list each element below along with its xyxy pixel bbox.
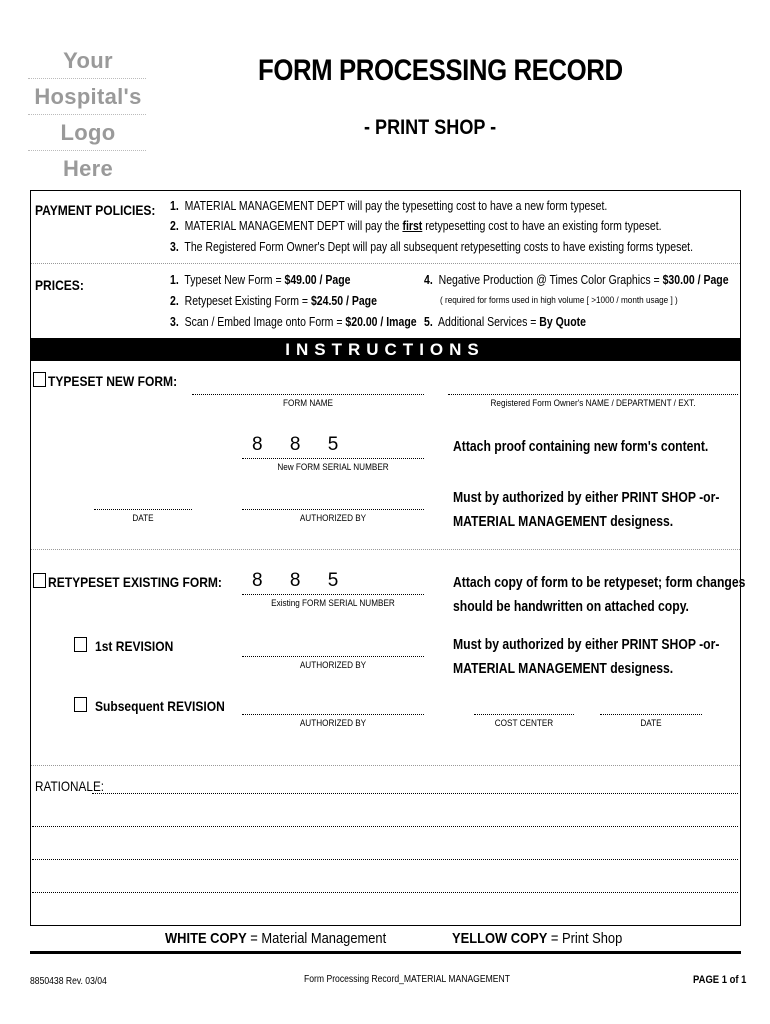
retypeset-note-designess: MATERIAL MANAGEMENT designess.	[453, 661, 674, 677]
price-item-number: 3.	[170, 315, 179, 329]
cost-center-caption: COST CENTER	[494, 718, 554, 729]
retypeset-existing-form-label: RETYPESET EXISTING FORM:	[48, 574, 222, 590]
existing-serial-number-field[interactable]	[242, 594, 424, 595]
typeset-date-caption: DATE	[132, 513, 154, 524]
retypeset-note-authorized: Must by authorized by either PRINT SHOP -or-	[453, 637, 720, 653]
retypeset-existing-form-checkbox[interactable]	[33, 573, 46, 588]
payment-item	[170, 240, 693, 254]
payment-item-number: 2.	[170, 219, 179, 233]
page-title: FORM PROCESSING RECORD	[258, 54, 623, 87]
rationale-line-4[interactable]	[32, 892, 738, 893]
price-item	[424, 273, 729, 287]
payment-item-text: The Registered Form Owner's Dept will pay all subsequent retypesetting costs to have existing forms typeset.	[184, 240, 694, 254]
form-code: 8850438 Rev. 03/04	[30, 976, 107, 987]
page-number: PAGE 1 of 1	[693, 974, 747, 986]
price-item-text: Scan / Embed Image onto Form =	[184, 315, 346, 329]
price-item	[170, 294, 377, 308]
payment-item-text: MATERIAL MANAGEMENT DEPT will pay the typesetting cost to have a new form typeset.	[184, 199, 608, 213]
first-revision-label: 1st REVISION	[95, 638, 174, 654]
rationale-line-2[interactable]	[32, 826, 738, 827]
payment-item	[170, 199, 607, 213]
rationale-line-3[interactable]	[32, 859, 738, 860]
typeset-new-form-label: TYPESET NEW FORM:	[48, 373, 178, 389]
first-revision-checkbox[interactable]	[74, 637, 87, 652]
cost-center-field[interactable]	[474, 714, 574, 715]
price-item-value: By Quote	[539, 315, 586, 329]
new-serial-number-value: 8 8 5	[252, 434, 350, 455]
existing-serial-number-value: 8 8 5	[252, 570, 350, 591]
price-item-text: Typeset New Form =	[184, 273, 285, 287]
form-name-field[interactable]	[192, 394, 424, 395]
payment-item-text: retypesetting cost to have an existing form typeset.	[422, 219, 662, 233]
yellow-copy-note	[452, 930, 622, 947]
price-item-value: $24.50 / Page	[310, 294, 377, 308]
typeset-authorized-caption: AUTHORIZED BY	[299, 513, 367, 524]
white-copy-note	[165, 930, 386, 947]
yellow-copy-label: YELLOW COPY	[452, 930, 548, 947]
price-item-number: 2.	[170, 294, 179, 308]
price-item-number: 1.	[170, 273, 179, 287]
form-owner-caption: Registered Form Owner's NAME / DEPARTMENT / EXT.	[490, 398, 696, 409]
existing-serial-number-caption: Existing FORM SERIAL NUMBER	[271, 598, 395, 609]
rationale-line-1[interactable]	[92, 793, 738, 794]
retypeset-note-handwritten: should be handwritten on attached copy.	[453, 599, 689, 615]
price-note: ( required for forms used in high volume [ >1000 / month usage ] )	[440, 295, 678, 306]
price-item-value: $20.00 / Image	[345, 315, 417, 329]
form-name-caption: FORM NAME	[283, 398, 333, 409]
retypeset-date-field[interactable]	[600, 714, 702, 715]
price-item	[170, 273, 350, 287]
payment-item	[170, 219, 662, 233]
subsequent-revision-label: Subsequent REVISION	[95, 698, 225, 714]
price-item	[170, 315, 417, 329]
payment-item-number: 1.	[170, 199, 179, 213]
logo-line: Here	[62, 156, 114, 181]
typeset-note-designess: MATERIAL MANAGEMENT designess.	[453, 514, 674, 530]
prices-label: PRICES:	[35, 277, 84, 293]
subsequent-revision-authorized-caption: AUTHORIZED BY	[299, 718, 367, 729]
payment-item-text: MATERIAL MANAGEMENT DEPT will pay the	[184, 219, 403, 233]
rationale-label: RATIONALE:	[35, 778, 105, 794]
subsequent-revision-checkbox[interactable]	[74, 697, 87, 712]
payment-item-number: 3.	[170, 240, 179, 254]
page-subtitle: - PRINT SHOP -	[364, 116, 497, 139]
instructions-bar	[30, 338, 740, 361]
white-copy-label: WHITE COPY	[165, 930, 247, 947]
instructions-label: INSTRUCTIONS	[285, 340, 485, 359]
price-item-value: $49.00 / Page	[284, 273, 351, 287]
price-item-number: 4.	[424, 273, 433, 287]
price-item-text: Retypeset Existing Form =	[184, 294, 311, 308]
logo-line: Logo	[60, 120, 116, 145]
price-item	[424, 315, 586, 329]
payment-policies-label: PAYMENT POLICIES:	[35, 202, 156, 218]
price-item-text: Negative Production @ Times Color Graphics =	[438, 273, 663, 287]
white-copy-value: = Material Management	[246, 930, 387, 947]
price-item-number: 5.	[424, 315, 433, 329]
price-item-text: Additional Services =	[438, 315, 540, 329]
logo-line: Hospital's	[34, 84, 142, 109]
typeset-note-authorized: Must by authorized by either PRINT SHOP -or-	[453, 490, 720, 506]
form-footer-title: Form Processing Record_MATERIAL MANAGEMENT	[304, 974, 510, 985]
yellow-copy-value: = Print Shop	[547, 930, 623, 947]
logo-line: Your	[63, 48, 113, 73]
first-revision-authorized-caption: AUTHORIZED BY	[299, 660, 367, 671]
price-item-value: $30.00 / Page	[662, 273, 729, 287]
typeset-date-field[interactable]	[94, 509, 192, 510]
payment-item-emphasis: first	[402, 219, 423, 233]
first-revision-authorized-field[interactable]	[242, 656, 424, 657]
new-serial-number-caption: New FORM SERIAL NUMBER	[277, 462, 389, 473]
typeset-authorized-field[interactable]	[242, 509, 424, 510]
retypeset-note-attach: Attach copy of form to be retypeset; form changes	[453, 575, 746, 591]
form-owner-field[interactable]	[448, 394, 738, 395]
retypeset-date-caption: DATE	[640, 718, 662, 729]
typeset-new-form-checkbox[interactable]	[33, 372, 46, 387]
typeset-note-attach: Attach proof containing new form's content.	[453, 439, 709, 455]
subsequent-revision-authorized-field[interactable]	[242, 714, 424, 715]
new-serial-number-field[interactable]	[242, 458, 424, 459]
